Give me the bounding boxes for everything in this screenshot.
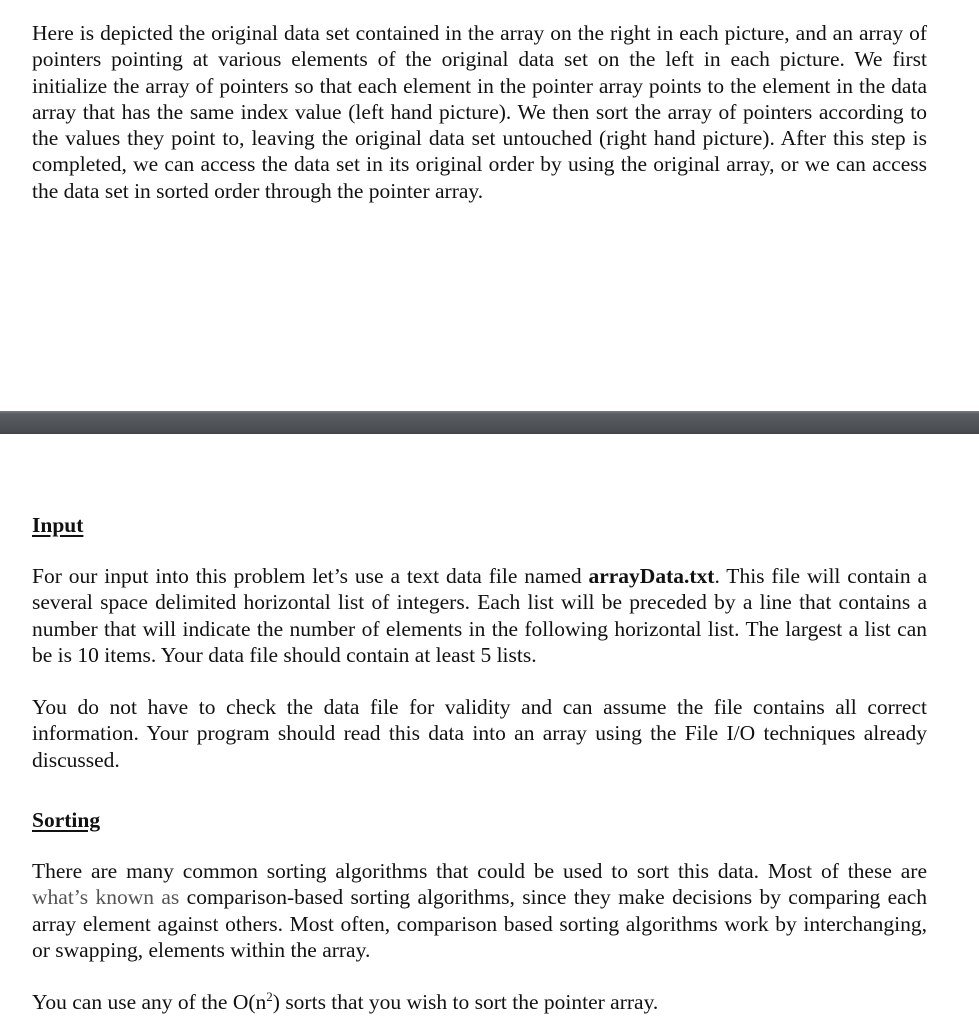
document-page-bottom: [0, 434, 979, 1024]
sorting-paragraph-2-tail: ) sorts that you wish to sort the pointer array.: [272, 990, 659, 1014]
sorting-paragraph-1-grey-text: what’s known as: [32, 885, 180, 910]
input-paragraph-1: [32, 563, 927, 668]
input-paragraph-1-tail: . This file will contain a several space delimited horizontal list of integers. Each list will be preceded by a line that contains a number that will indicate the number of elements in the following horizontal list. The largest a list can be is 10 items. Your data file should contain at least 5 lists.: [32, 564, 928, 667]
sorting-paragraph-1-tail: comparison-based sorting algorithms, since they make decisions by comparing each array element against others. Most often, comparison based sorting algorithms work by interchanging, or swapping, elements within the array.: [32, 885, 927, 962]
sorting-paragraph-2: [32, 989, 927, 1015]
sorting-paragraph-2-lead: You can use any of the O(n: [32, 990, 267, 1014]
intro-paragraph: Here is depicted the original data set contained in the array on the right in each picture, and an array of pointers pointing at various elements of the original data set on the left in each picture. We first initialize the array of pointers so that each element in the pointer array points to the element in the data array that has the same index value (left hand picture). We then sort the array of pointers according to the values they point to, leaving the original data set untouched (right hand picture). After this step is completed, we can access the data set in its original order by using the original array, or we can access the data set in sorted order through the pointer array.: [32, 21, 927, 203]
sorting-paragraph-1-lead: There are many common sorting algorithms that could be used to sort this data. Most of these are: [32, 859, 927, 883]
document-page-top: [0, 0, 979, 411]
sorting-heading: Sorting: [32, 808, 101, 832]
complexity-exponent: 2: [266, 989, 273, 1004]
input-paragraph-2: You do not have to check the data file for validity and can assume the file contains all correct information. Your program should read this data into an array using the File I/O techniques already discussed.: [32, 695, 927, 772]
sorting-paragraph-1: [32, 858, 927, 963]
data-filename: arrayData.txt: [588, 564, 715, 588]
input-paragraph-1-lead: For our input into this problem let’s use a text data file named: [32, 564, 589, 588]
input-heading: Input: [32, 513, 84, 537]
page-separator: [0, 411, 979, 434]
